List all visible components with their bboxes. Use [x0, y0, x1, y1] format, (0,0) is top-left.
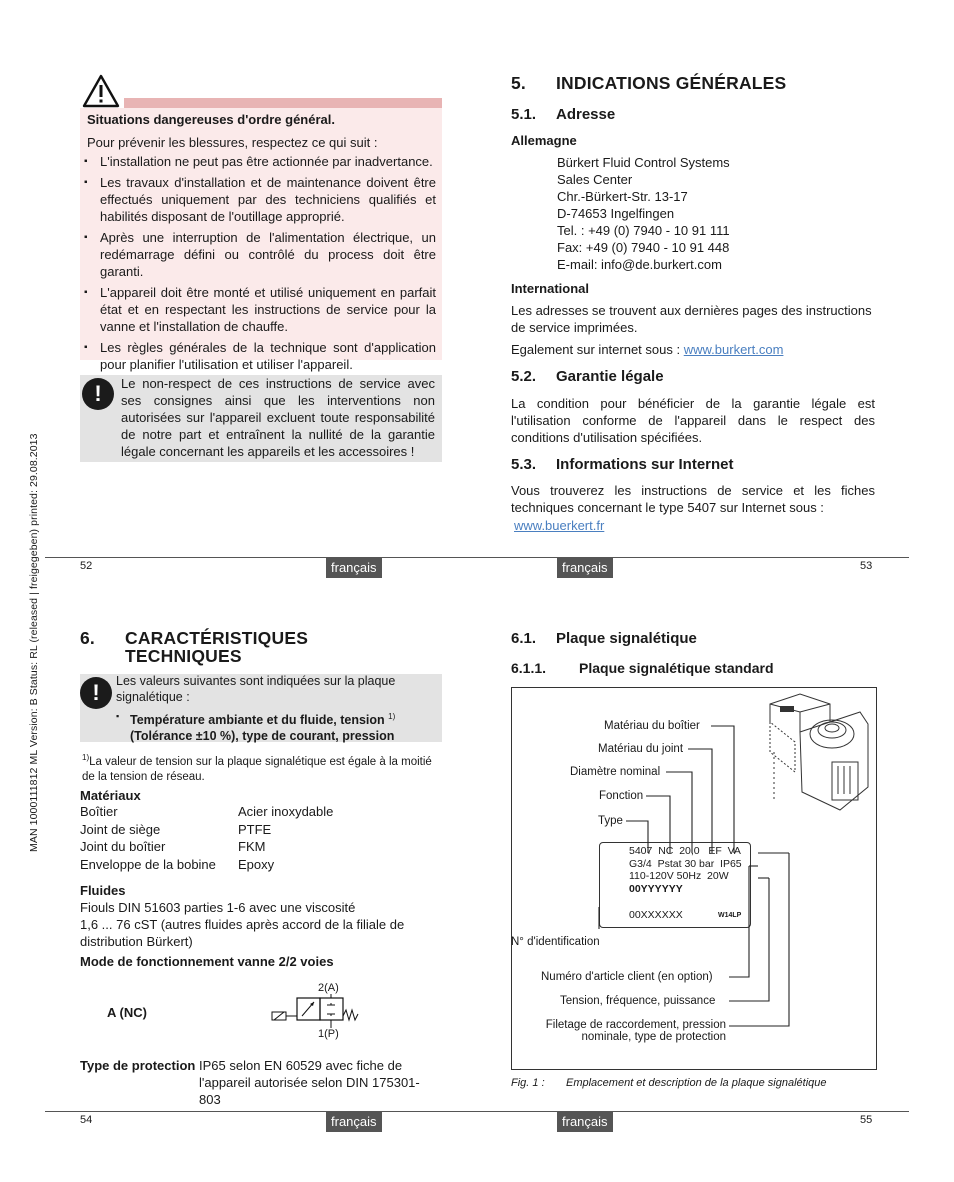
valve-symbol-icon: [268, 994, 364, 1028]
footnote: $^{1)}$La valeur de tension sur la plaque signalétique est égale à la moitié de la tension de réseau.: [82, 753, 432, 783]
warning-header-bar: [124, 98, 442, 108]
section-6-1-title: 6.1. Plaque signalétique: [511, 630, 697, 647]
info-text: Vous trouverez les instructions de service et les fiches techniques concernant le type 5407 sur Internet sous :: [511, 483, 875, 515]
warning-title: Situations dangereuses d'ordre général.: [87, 112, 335, 127]
address-block: Bürkert Fluid Control Systems Sales Center Chr.-Bürkert-Str. 13-17 D-74653 Ingelfingen Tel. : +49 (0) 7940 - 10 91 111 Fax: +49 (0) 7940 - 10 91 448 E-mail: info@de.burkert.com: [557, 155, 730, 272]
section-5-3-title: 5.3. Informations sur Internet: [511, 456, 734, 473]
nameplate-id: 00XXXXXX: [629, 909, 683, 921]
exclamation-icon: !: [80, 677, 112, 709]
section-5-2-title: 5.2. Garantie légale: [511, 368, 664, 385]
plate-note: Les valeurs suivantes sont indiquées sur la plaque signalétique : ▪ Température ambiante et du fluide, tension $^{1)}$ (Tolérance ±10 %), type de courant, pression: [116, 674, 396, 743]
port-bottom-label: 1(P): [318, 1028, 339, 1040]
international-label: International: [511, 281, 590, 296]
warning-triangle-icon: [82, 74, 120, 108]
label-materiau-joint: Matériau du joint: [598, 743, 684, 755]
leader-lines: [511, 687, 875, 1068]
port-top-label: 2(A): [318, 982, 339, 994]
burkert-link[interactable]: www.burkert.com: [683, 342, 784, 357]
label-filetage: Filetage de raccordement, pression nominale, type de protection: [545, 1019, 726, 1043]
internet-line: Egalement sur internet sous : www.burkert.com: [511, 342, 784, 357]
table-row: Enveloppe de la bobine Epoxy: [80, 856, 275, 872]
table-row: Joint du boîtier FKM: [80, 839, 266, 854]
fluides-label: Fluides: [80, 883, 126, 898]
side-print-info: MAN 1000111812 ML Version: B Status: RL (released | freigegeben) printed: 29.08.2013: [28, 433, 40, 852]
table-row: Joint de siège PTFE: [80, 821, 272, 837]
mode-a-label: A (NC): [107, 1005, 147, 1020]
label-identification: N° d'identification: [511, 936, 600, 948]
buerkert-fr-link[interactable]: www.buerkert.fr: [514, 518, 605, 533]
allemagne-label: Allemagne: [511, 133, 577, 148]
protection-label: Type de protection: [80, 1058, 196, 1073]
nameplate-text: 5407 NC 20,0 EF VA G3/4 Pstat 30 bar IP65 110-120V 50Hz 20W 00YYYYYY: [629, 845, 742, 895]
warning-list: [80, 153, 436, 377]
figure-caption: Fig. 1 : Emplacement et description de la plaque signalétique: [511, 1077, 827, 1089]
label-article: Numéro d'article client (en option): [541, 971, 713, 983]
label-tension: Tension, fréquence, puissance: [560, 995, 716, 1007]
mode-label: Mode de fonctionnement vanne 2/2 voies: [80, 954, 334, 969]
materiaux-label: Matériaux: [80, 788, 141, 803]
section-6-title: 6. CARACTÉRISTIQUES TECHNIQUES: [80, 628, 309, 666]
list-item: ▪ Les règles générales de la technique sont d'application pour planifier l'utilisation et utiliser l'appareil.: [80, 339, 436, 373]
international-text: Les adresses se trouvent aux dernières pages des instructions de service imprimées.: [511, 303, 872, 335]
list-item: ▪ Les travaux d'installation et de maintenance doivent être effectués uniquement par des techniciens qualifiés et habilités disposant de l'outillage approprié.: [80, 174, 436, 225]
label-materiau-boitier: Matériau du boîtier: [604, 720, 700, 732]
protection-text: IP65 selon EN 60529 avec fiche de l'appareil autorisée selon DIN 175301-803: [199, 1058, 420, 1107]
section-5-title: 5. INDICATIONS GÉNÉRALES: [511, 73, 787, 93]
language-tab: français: [326, 557, 382, 578]
exclamation-icon: !: [82, 378, 114, 410]
label-diametre: Diamètre nominal: [570, 766, 661, 778]
fluides-text: Fiouls DIN 51603 parties 1-6 avec une viscosité 1,6 ... 76 cST (autres fluides après accord de la filiale de distribution Bürkert): [80, 900, 405, 949]
page-number: 52: [80, 560, 93, 572]
nameplate-code: W14LP: [718, 912, 742, 919]
page-number: 55: [860, 1114, 873, 1126]
section-5-1-title: 5.1. Adresse: [511, 106, 616, 123]
page-number: 54: [80, 1114, 93, 1126]
list-item: ▪ L'installation ne peut pas être actionnée par inadvertance.: [80, 153, 436, 170]
section-6-1-1-title: 6.1.1. Plaque signalétique standard: [511, 660, 774, 676]
language-tab: français: [557, 1111, 613, 1132]
materials-table: [80, 803, 333, 873]
garantie-text: La condition pour bénéficier de la garantie légale est l'utilisation conforme de l'appareil dans le respect des conditions d'utilisation spécifiées.: [511, 396, 875, 445]
language-tab: français: [557, 557, 613, 578]
table-row: Boîtier Acier inoxydable: [80, 804, 334, 819]
page-divider: [45, 1111, 909, 1112]
note-text: Le non-respect de ces instructions de service avec ses consignes ainsi que les interventions non autorisées sur l'appareil excluent toute responsabilité de notre part et entraînent la nullité de la garantie légale concernant les appareils et les accessoires !: [121, 376, 435, 459]
language-tab: français: [326, 1111, 382, 1132]
label-type: Type: [598, 815, 623, 827]
page-number: 53: [860, 560, 873, 572]
list-item: ▪ L'appareil doit être monté et utilisé uniquement en parfait état et en respectant les instructions de service pour la vanne et l'installation de chauffe.: [80, 284, 436, 335]
list-item: ▪ Après une interruption de l'alimentation électrique, un redémarrage défini ou contrôlé du process doit être garanti.: [80, 229, 436, 280]
label-fonction: Fonction: [599, 790, 644, 802]
page-divider: [45, 557, 909, 558]
warning-intro: Pour prévenir les blessures, respectez ce qui suit :: [87, 135, 378, 150]
